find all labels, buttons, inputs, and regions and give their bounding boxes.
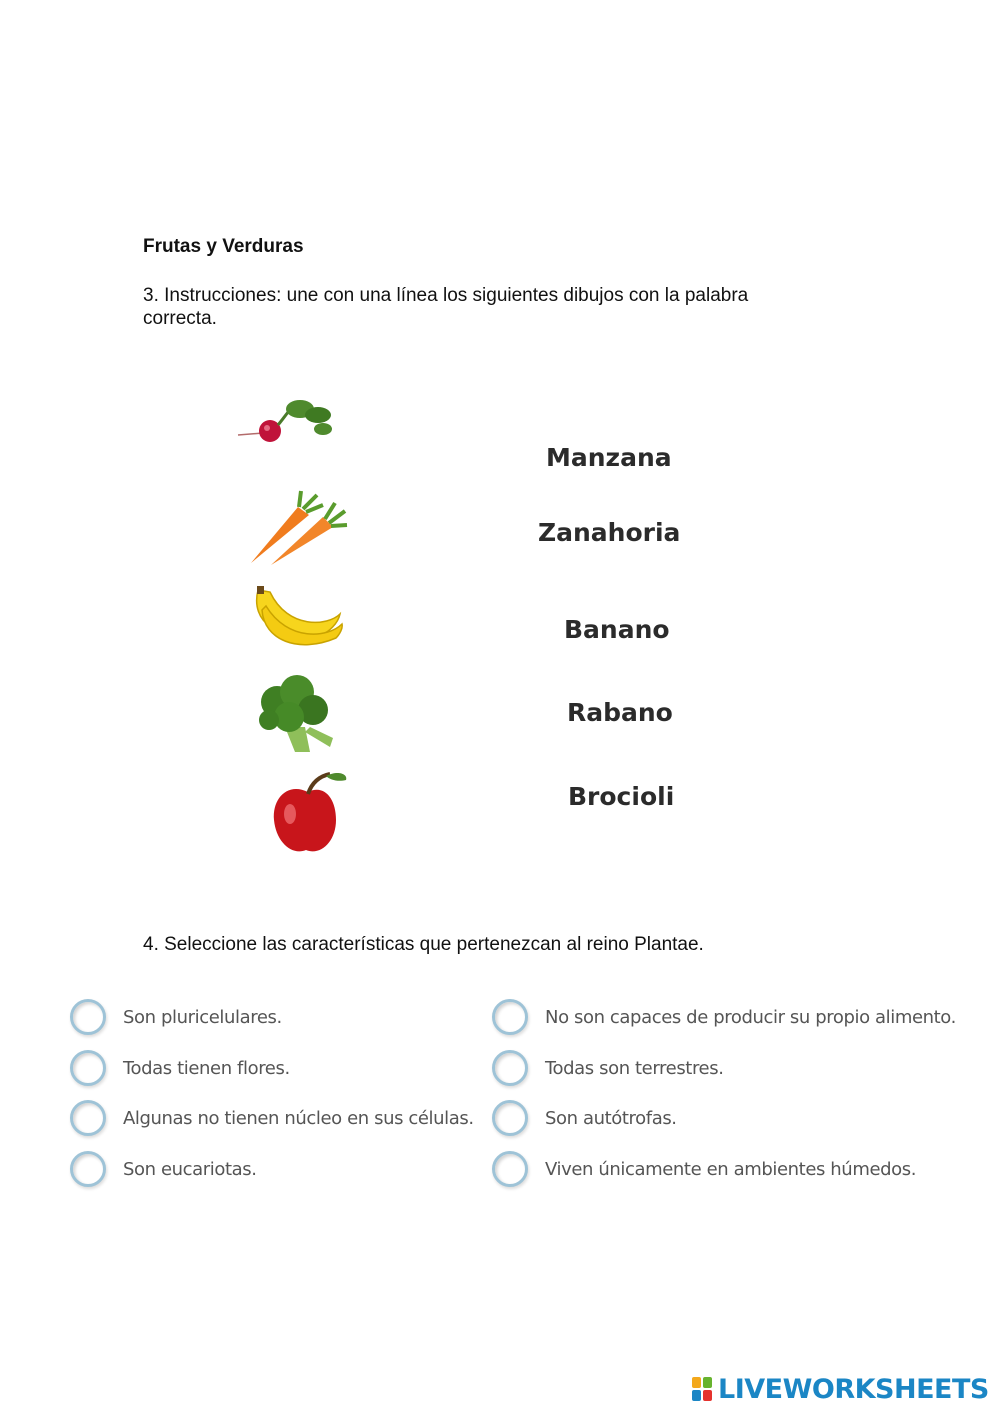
carrots-image[interactable] — [243, 485, 353, 570]
option-right-2[interactable] — [492, 1046, 724, 1090]
radish-image[interactable] — [228, 395, 338, 450]
option-left-2[interactable] — [70, 1046, 290, 1090]
radio-button[interactable] — [492, 1151, 528, 1187]
radio-button[interactable] — [70, 999, 106, 1035]
option-label: Son eucariotas. — [123, 1158, 257, 1180]
liveworksheets-logo — [692, 1374, 989, 1405]
word-zanahoria[interactable]: Zanahoria — [538, 518, 681, 547]
radio-button[interactable] — [70, 1050, 106, 1086]
word-brocioli[interactable]: Brocioli — [568, 782, 675, 811]
option-left-1[interactable] — [70, 995, 282, 1039]
radio-button[interactable] — [492, 1050, 528, 1086]
word-banano[interactable]: Banano — [564, 615, 670, 644]
option-right-1[interactable] — [492, 995, 956, 1039]
radio-button[interactable] — [70, 1151, 106, 1187]
logo-mark-icon — [692, 1377, 714, 1403]
option-label: Viven únicamente en ambientes húmedos. — [545, 1158, 917, 1180]
option-label: Son pluricelulares. — [123, 1006, 282, 1028]
radio-button[interactable] — [492, 1100, 528, 1136]
question4-prompt: 4. Seleccione las características que pertenezcan al reino Plantae. — [143, 934, 704, 955]
word-manzana[interactable]: Manzana — [546, 443, 672, 472]
broccoli-image[interactable] — [255, 672, 340, 757]
option-left-3[interactable] — [70, 1096, 474, 1140]
bananas-image[interactable] — [248, 582, 348, 654]
option-label: Son autótrofas. — [545, 1107, 677, 1129]
question3-instruction: 3. Instrucciones: une con una línea los siguientes dibujos con la palabra correcta. — [143, 285, 749, 329]
logo-text: LIVEWORKSHEETS — [718, 1374, 989, 1405]
option-right-4[interactable] — [492, 1147, 916, 1191]
option-label: No son capaces de producir su propio alimento. — [545, 1006, 956, 1028]
radio-button[interactable] — [70, 1100, 106, 1136]
option-right-3[interactable] — [492, 1096, 677, 1140]
section-title: Frutas y Verduras — [143, 236, 304, 257]
radio-button[interactable] — [492, 999, 528, 1035]
option-left-4[interactable] — [70, 1147, 257, 1191]
option-label: Todas tienen flores. — [123, 1057, 290, 1079]
option-label: Algunas no tienen núcleo en sus células. — [123, 1107, 474, 1129]
apple-image[interactable] — [268, 770, 350, 858]
option-label: Todas son terrestres. — [545, 1057, 724, 1079]
word-rabano[interactable]: Rabano — [567, 698, 673, 727]
